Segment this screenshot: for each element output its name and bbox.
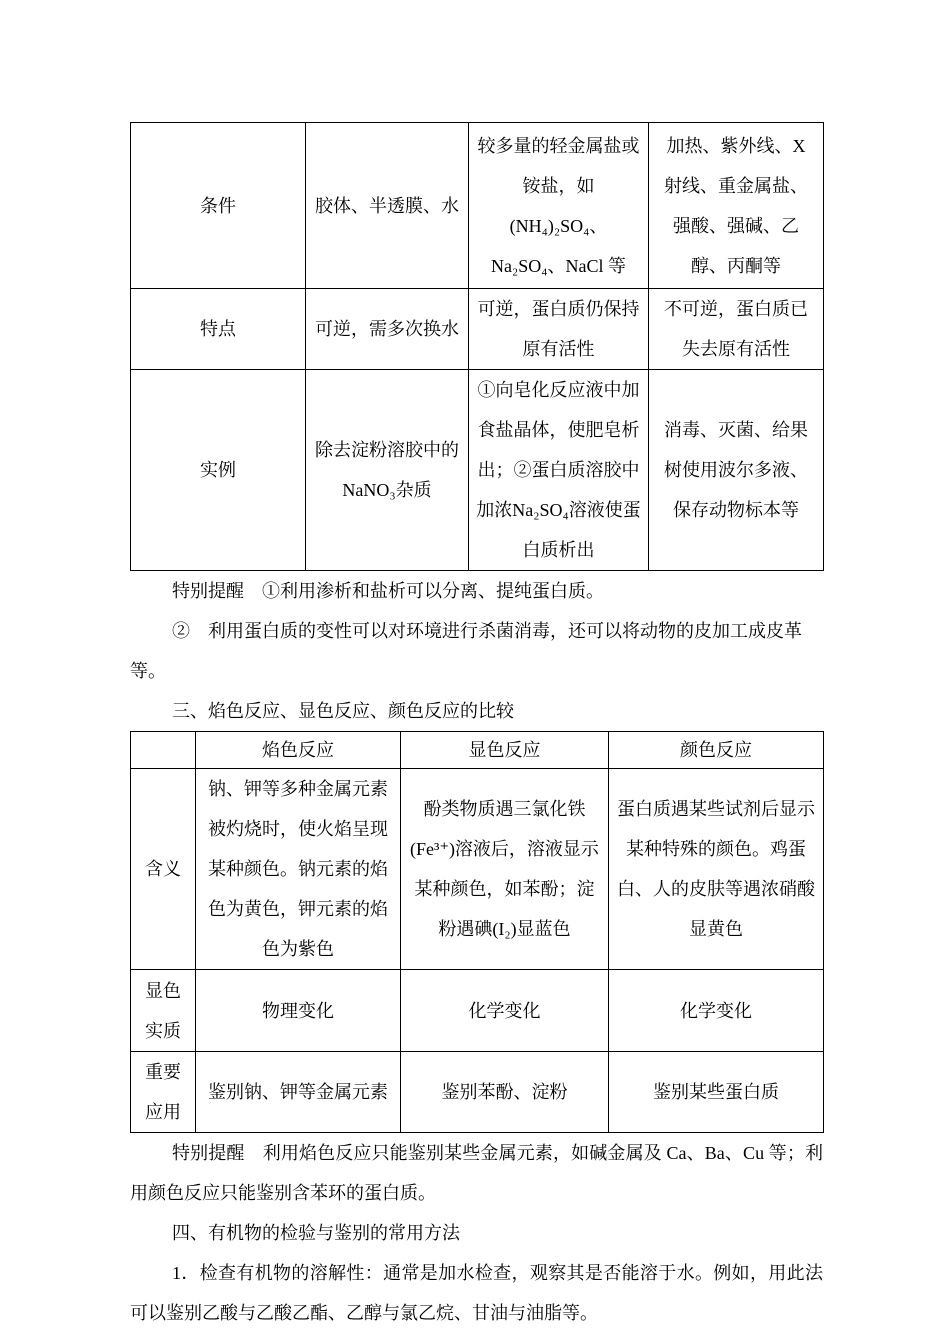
protein-separation-comparison-table	[130, 122, 824, 571]
row-header-cell: 显色实质	[131, 970, 196, 1052]
table-cell: 酚类物质遇三氯化铁(Fe³⁺)溶液后，溶液显示某种颜色，如苯酚；淀粉遇碘(I₂)显蓝色	[401, 769, 609, 970]
column-header-cell: 焰色反应	[196, 732, 401, 769]
table-cell: 鉴别钠、钾等金属元素	[196, 1052, 401, 1133]
column-header-cell	[131, 732, 196, 769]
table-cell: 除去淀粉溶胶中的NaNO₃杂质	[306, 370, 469, 571]
section-4-title: 四、有机物的检验与鉴别的常用方法	[172, 1223, 460, 1243]
table-row-condition	[131, 123, 824, 289]
color-reaction-comparison-table	[130, 731, 824, 1133]
column-header-cell: 显色反应	[401, 732, 609, 769]
row-header-cell: 特点	[131, 289, 306, 370]
row-header-cell: 重要应用	[131, 1052, 196, 1133]
table-row-example	[131, 370, 824, 571]
table-cell: 较多量的轻金属盐或铵盐，如(NH₄)₂SO₄、Na₂SO₄、NaCl 等	[469, 123, 649, 289]
table-row-application	[131, 1052, 824, 1133]
table-cell: 钠、钾等多种金属元素被灼烧时，使火焰呈现某种颜色。钠元素的焰色为黄色，钾元素的焰色为紫色	[196, 769, 401, 970]
column-header-cell: 颜色反应	[609, 732, 824, 769]
table-cell: 鉴别某些蛋白质	[609, 1052, 824, 1133]
row-header-cell: 含义	[131, 769, 196, 970]
table-cell: 可逆，蛋白质仍保持原有活性	[469, 289, 649, 370]
table-cell: 蛋白质遇某些试剂后显示某种特殊的颜色。鸡蛋白、人的皮肤等遇浓硝酸显黄色	[609, 769, 824, 970]
table-cell: 不可逆，蛋白质已失去原有活性	[649, 289, 824, 370]
table-cell: 鉴别苯酚、淀粉	[401, 1052, 609, 1133]
table-row-feature	[131, 289, 824, 370]
table-cell: 消毒、灭菌、给果树使用波尔多液、保存动物标本等	[649, 370, 824, 571]
table-row-essence	[131, 970, 824, 1052]
table-row-meaning	[131, 769, 824, 970]
paragraph-solubility-check: 1．检查有机物的溶解性：通常是加水检查，观察其是否能溶于水。例如，用此法可以鉴别乙酸与乙酸乙酯、乙醇与氯乙烷、甘油与油脂等。	[130, 1263, 823, 1323]
section-3-title: 三、焰色反应、显色反应、颜色反应的比较	[172, 701, 514, 721]
special-note-2: 特别提醒 利用焰色反应只能鉴别某些金属元素，如碱金属及 Ca、Ba、Cu 等；利用颜色反应只能鉴别含苯环的蛋白质。	[130, 1143, 823, 1203]
table-cell: 可逆，需多次换水	[306, 289, 469, 370]
special-note-1-line-1: 特别提醒 ①利用渗析和盐析可以分离、提纯蛋白质。	[172, 581, 604, 601]
table-header-row	[131, 732, 824, 769]
row-header-cell: 条件	[131, 123, 306, 289]
table-cell: 胶体、半透膜、水	[306, 123, 469, 289]
table-cell: 加热、紫外线、X 射线、重金属盐、强酸、强碱、乙醇、丙酮等	[649, 123, 824, 289]
table-cell: 化学变化	[609, 970, 824, 1052]
row-header-cell: 实例	[131, 370, 306, 571]
table-cell: 物理变化	[196, 970, 401, 1052]
table-cell: ①向皂化反应液中加食盐晶体，使肥皂析出；②蛋白质溶胶中加浓Na₂SO₄溶液使蛋白质析出	[469, 370, 649, 571]
table-cell: 化学变化	[401, 970, 609, 1052]
special-note-1-line-2: ② 利用蛋白质的变性可以对环境进行杀菌消毒，还可以将动物的皮加工成皮革等。	[130, 621, 802, 681]
